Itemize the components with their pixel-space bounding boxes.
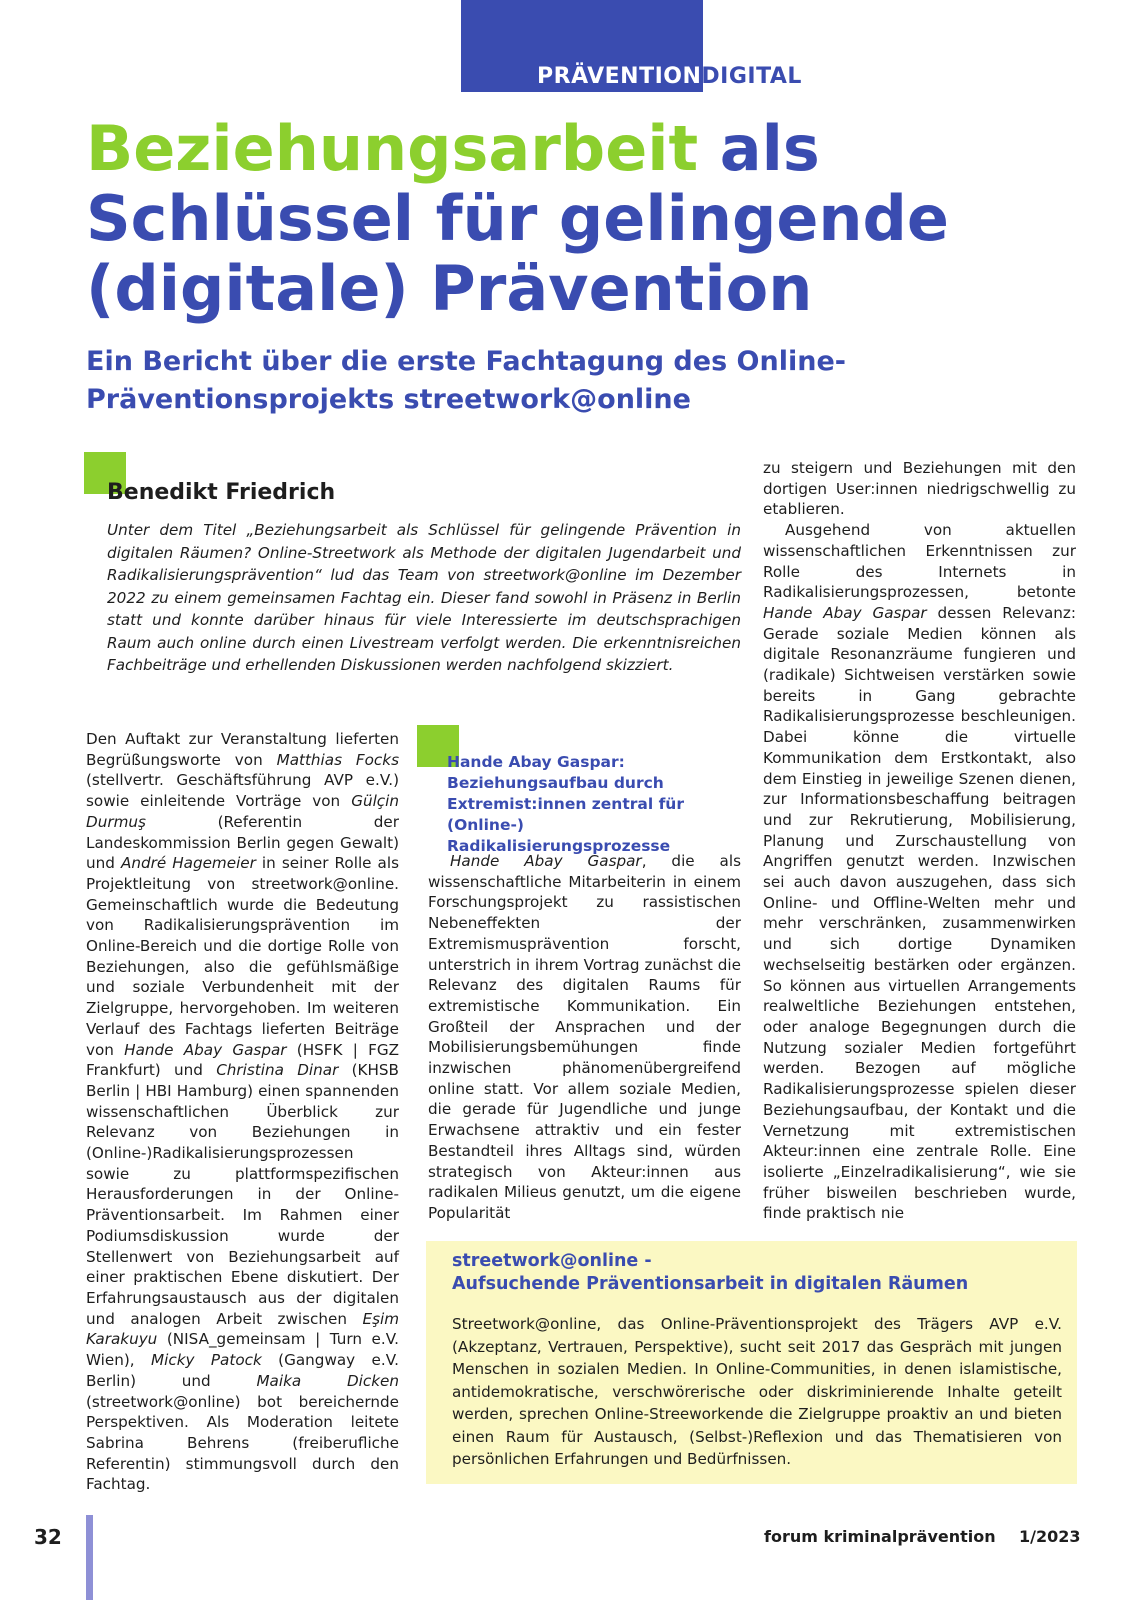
article-lead: Unter dem Titel „Beziehungsarbeit als Schlüssel für gelingende Prävention in digitalen Räumen? Online-Streetwork als Methode der digitalen Jugendarbeit und Radikalisierungsprävention“ lud das Team von streetwork@online im Dezember 2022 zu einem gemeinsamen Fachtag ein. Dieser fand sowohl in Präsenz in Berlin statt und konnte darüber hinaus für viele Interessierte im deutschsprachigen Raum auch online durch einen Livestream verfolgt werden. Die erkenntnisreichen Fachbeiträge und erhellenden Diskussionen werden nachfolgend skizziert. xyxy=(107,521,741,674)
info-box-title: streetwork@online - Aufsuchende Präventionsarbeit in digitalen Räumen xyxy=(452,1251,969,1294)
body-column-1: Den Auftakt zur Veranstaltung lieferten Begrüßungsworte von Matthias Focks (stellvertr. Geschäftsführung AVP e.V.) sowie einleitende Vorträge von Gülçin Durmuş (Referentin der Landeskommission Berlin gegen Gewalt) und André Hagemeier in seiner Rolle als Projektleitung von streetwork@online. Gemeinschaftlich wurde die Bedeutung von Radikalisierungsprävention im Online-Bereich und die dortige Rolle von Beziehungen, also die gefühlsmäßige und soziale Verbundenheit mit der Zielgruppe, hervorgehoben. Im weiteren Verlauf des Fachtags lieferten Beiträge von Hande Abay Gaspar (HSFK | FGZ Frankfurt) und Christina Dinar (KHSB Berlin | HBI Hamburg) einen spannenden wissenschaftlichen Überblick zur Relevanz von Beziehungen in (Online-)Radikalisierungsprozessen sowie zu plattformspezifischen Herausforderungen in der Online-Präventionsarbeit. Im Rahmen einer Podiumsdiskussion wurde der Stellenwert von Beziehungsarbeit auf einer praktischen Ebene diskutiert. Der Erfahrungsaustausch aus der digitalen und analogen Arbeit zwischen Eşim Karakuyu (NISA_gemeinsam | Turn e.V. Wien), Micky Patock (Gangway e.V. Berlin) und Maika Dicken (streetwork@online) bot bereichernde Perspektiven. Als Moderation leitete Sabrina Behrens (freiberufliche Referentin) stimmungsvoll durch den Fachtag. xyxy=(86,730,400,1494)
body-column-2: Hande Abay Gaspar, die als wissenschaftliche Mitarbeiterin in einem Forschungsprojekt zu rassistischen Nebeneffekten der Extremismusprävention forscht, unterstrich in ihrem Vortrag zunächst die Relevanz des digitalen Raums für extremistische Kommunikation. Ein Großteil der Ansprachen und der Mobilisierungsbemühungen finde inzwischen phänomenübergreifend online statt. Vor allem soziale Medien, die gerade für Jugendliche und junge Erwachsene attraktiv und ein fester Bestandteil ihres Alltags sind, würden strategisch von Akteur:innen aus radikalen Milieus genutzt, um die eigene Popularität xyxy=(428,852,741,1222)
footer-bar xyxy=(86,1515,93,1600)
issue-number: 1/2023 xyxy=(1019,1527,1081,1546)
body-column-3: zu steigern und Beziehungen mit den dortigen User:innen niedrigschwellig zu etablieren. Ausgehend von aktuellen wissenschaftlichen Erkenntnissen zur Rolle des Internets in Radikalisierungsprozessen, betonte Hande Abay Gaspar dessen Relevanz: Gerade soziale Medien können als digitale Resonanzräume fungieren und (radikale) Sichtweisen verstärken sowie bereits in Gang gebrachte Radikalisierungsprozesse beschleunigen. Dabei könne die virtuelle Kommunikation dem Erstkontakt, also dem Einstieg in jeweilige Szenen dienen, zur Informationsbeschaffung beitragen und zur Rekrutierung, Mobilisierung, Planung und Zurschaustellung von Angriffen genutzt werden. Inzwischen sei auch davon auszugehen, dass sich Online- und Offline-Welten mehr und mehr verschränken, zusammenwirken und sich dortige Dynamiken wechselseitig bestärken oder ergänzen. So können aus virtuellen Arrangements realweltliche Beziehungen entstehen, oder analoge Begegnungen durch die Nutzung sozialer Medien fortgeführt werden. Bezogen auf mögliche Radikalisierungsprozesse spielen dieser Beziehungsaufbau, der Kontakt und die Vernetzung mit extremistischen Akteur:innen eine zentrale Rolle. Eine isolierte „Einzelradikalisierung“, wie sie früher bisweilen beschrieben wurde, finde praktisch nie xyxy=(763,459,1076,1223)
article-title: Beziehungsarbeit als Schlüssel für gelingende (digitale) Prävention xyxy=(86,112,949,325)
section-heading: Hande Abay Gaspar: Beziehungsaufbau durch Extremist:innen zentral für (Online-) Radikalisierungsprozesse xyxy=(447,753,684,855)
author-name: Benedikt Friedrich xyxy=(107,480,336,505)
page-number: 32 xyxy=(34,1525,62,1549)
journal-name: forum kriminalprävention xyxy=(764,1527,996,1546)
info-box-text: Streetwork@online, das Online-Präventionsprojekt des Trägers AVP e.V. (Akzeptanz, Vertrauen, Perspektive), sucht seit 2017 das Gespräch mit jungen Menschen in sozialen Medien. In Online-Communities, in denen islamistische, antidemokratische, verschwörerische oder diskriminierende Inhalte geteilt werden, sprechen Online-Streeworkende die Zielgruppe proaktiv an und bieten einen Raum für Austausch, (Selbst-)Reflexion und das Thematisieren von persönlichen Erfahrungen und Bedürfnissen. xyxy=(452,1315,1062,1468)
article-subtitle: Ein Bericht über die erste Fachtagung des Online-Präventionsprojekts streetwork@online xyxy=(86,346,846,415)
section-label: PRÄVENTIONDIGITAL xyxy=(537,64,802,89)
